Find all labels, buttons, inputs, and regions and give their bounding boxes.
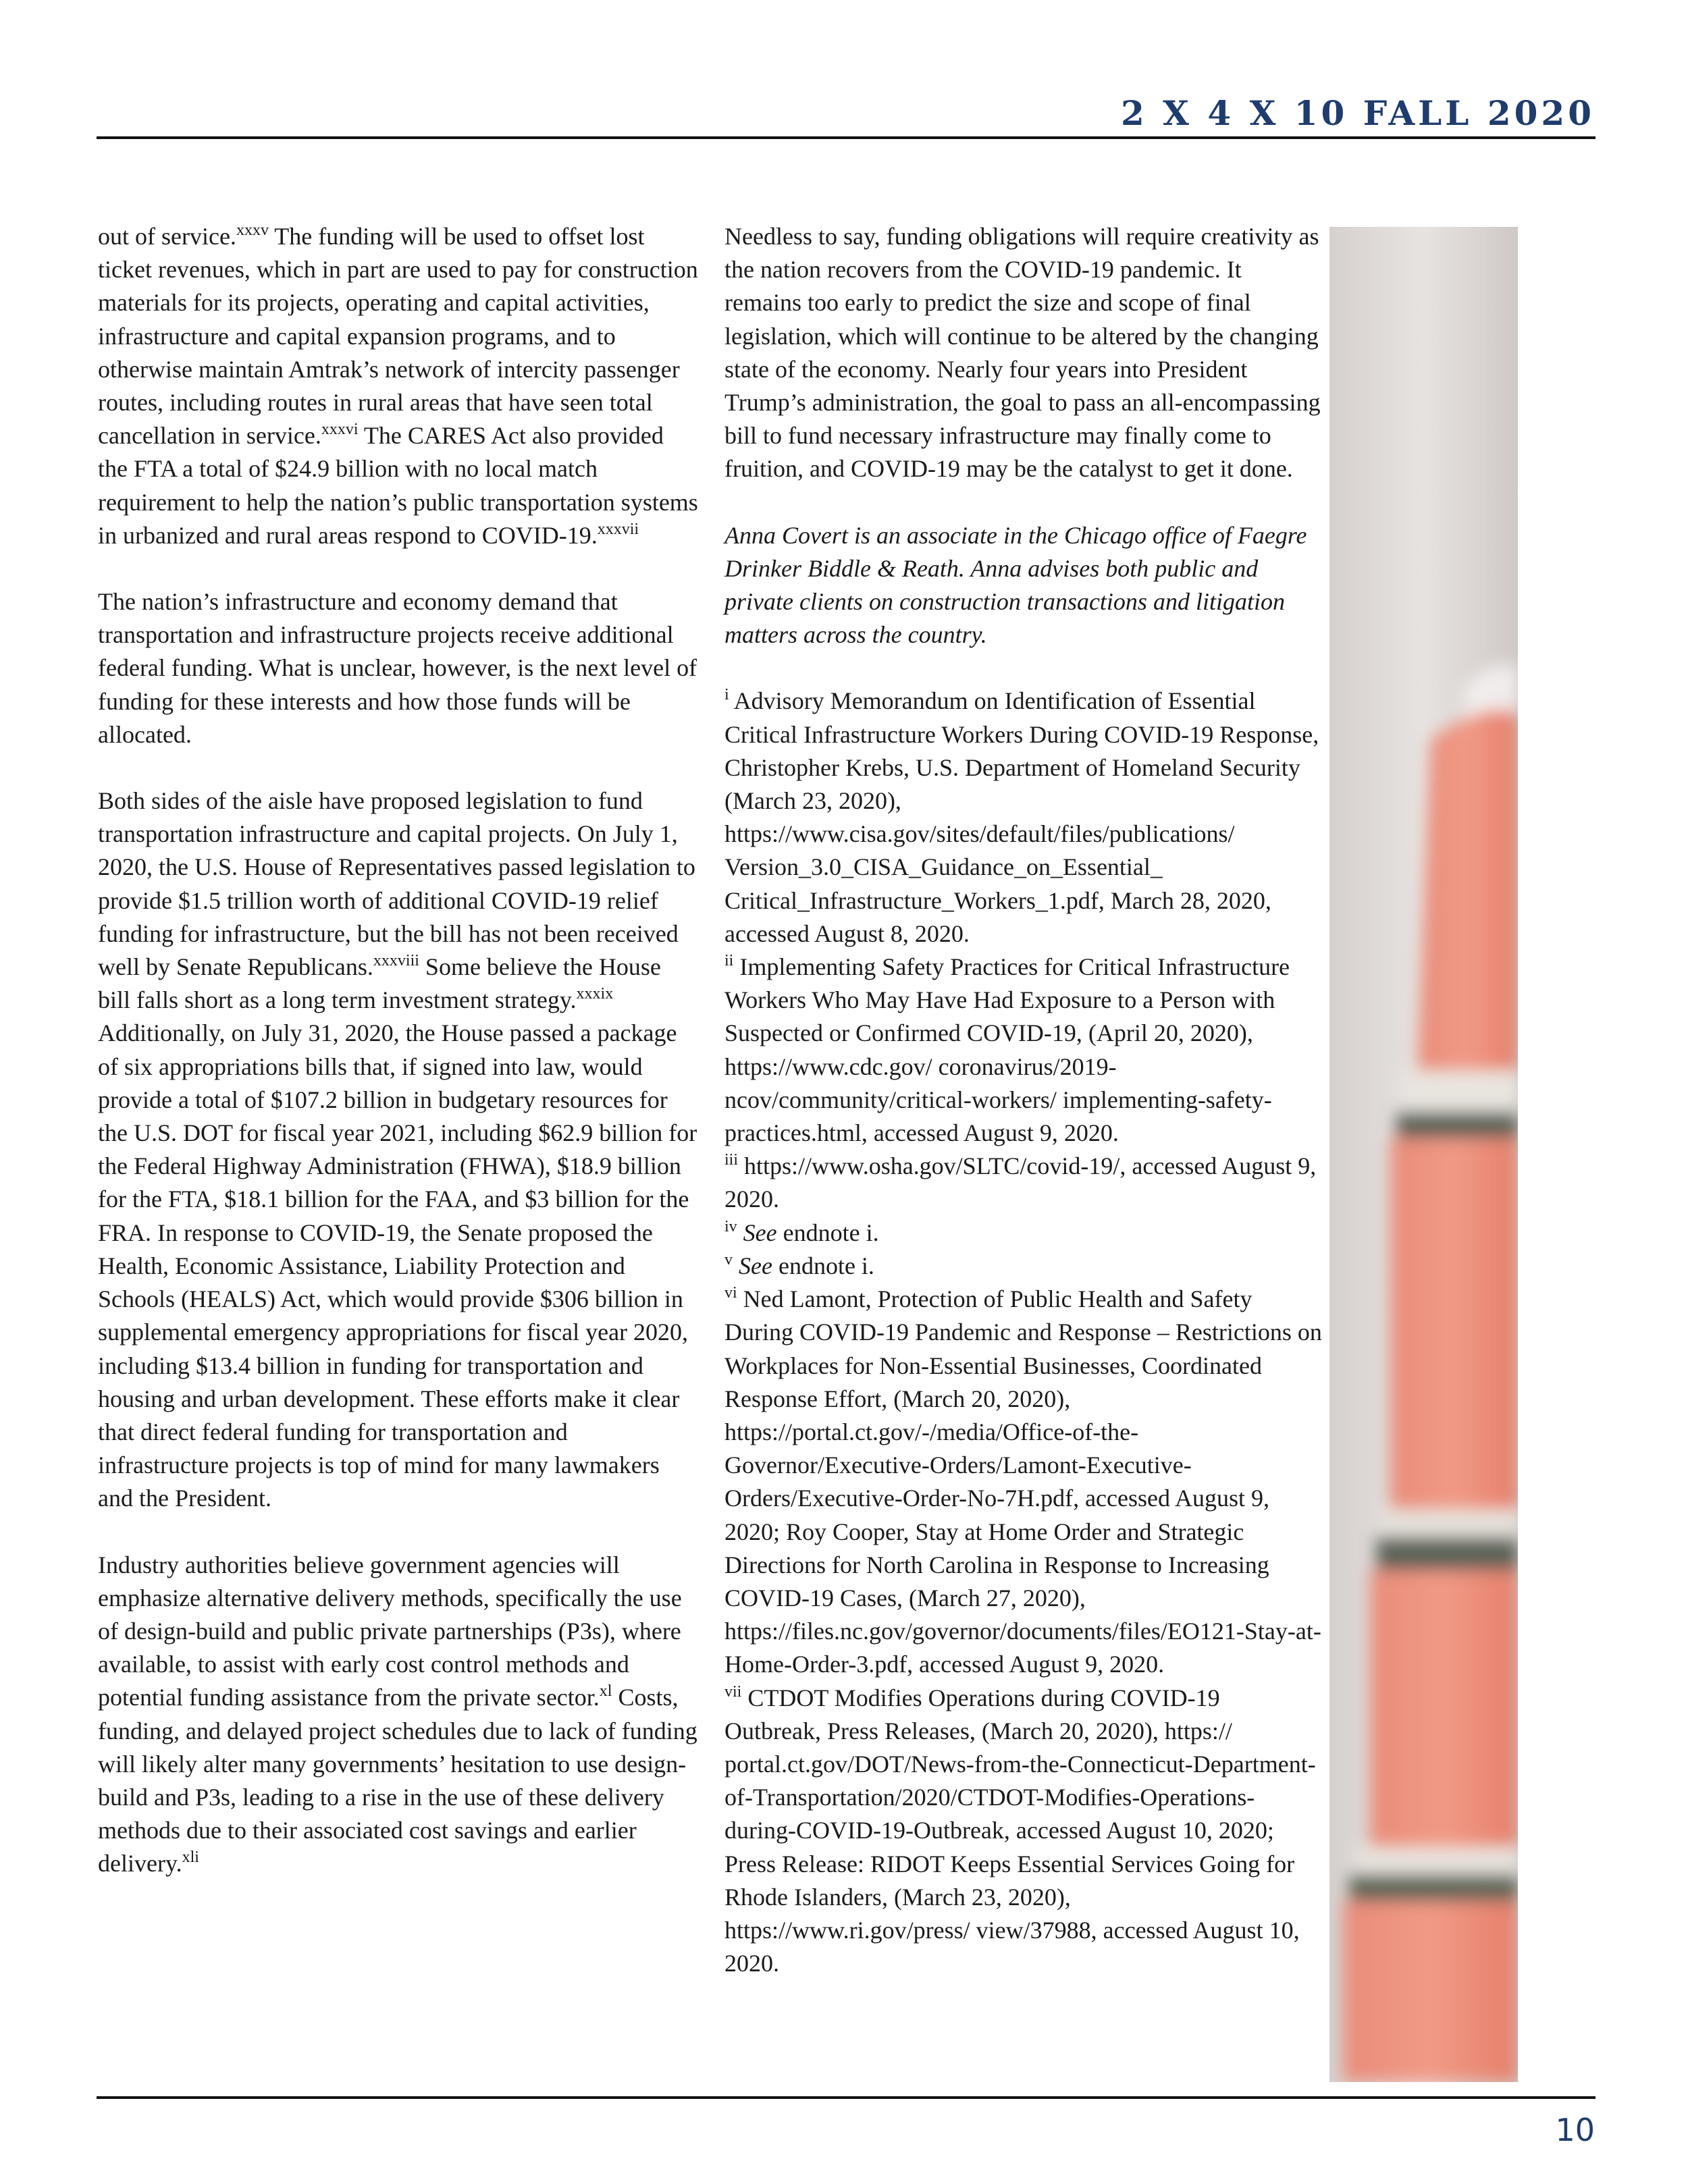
endnote-marker: iii xyxy=(724,1151,739,1169)
article-paragraph xyxy=(98,784,699,1515)
article-paragraph xyxy=(98,585,699,751)
endnote-marker: xxxviii xyxy=(373,952,419,970)
endnote-marker: ii xyxy=(724,952,734,970)
endnote-marker: v xyxy=(724,1250,733,1269)
endnote-marker: vii xyxy=(724,1682,742,1701)
text-run: endnote i. xyxy=(772,1252,874,1279)
author-bio: Anna Covert is an associate in the Chicago office of Faegre Drinker Biddle & Reath. Anna advises both public and private clients on construction transactions and litigation matters across the country. xyxy=(724,521,1307,649)
article-paragraph xyxy=(98,220,699,552)
footer-rule xyxy=(97,2096,1595,2099)
endnote xyxy=(724,1682,1322,1981)
text-run: Implementing Safety Practices for Critical Infrastructure Workers Who May Have Had Exposure to a Person with Suspected or Confirmed COVID-19, (April 20, 2020), https://www.cdc.gov/ coronavirus/2019-ncov/community/critical-workers/ implementing-safety-practices.html, accessed August 9, 2020. xyxy=(724,953,1290,1147)
text-run: Ned Lamont, Protection of Public Health and Safety During COVID-19 Pandemic and Response – Restrictions on Workplaces for Non-Essential Businesses, Coordinated Response Effort, (March 20, 2020), https://portal.ct.gov/-/media/Office-of-the-Governor/Executive-Orders/Lamont-Executive-Orders/Executive-Order-No-7H.pdf, accessed August 9, 2020; Roy Cooper, Stay at Home Order and Strategic Directions for North Carolina in Response to Increasing COVID-19 Cases, (March 27, 2020), https://files.nc.gov/governor/documents/files/EO121-Stay-at-Home-Order-3.pdf, accessed August 9, 2020. xyxy=(724,1285,1322,1678)
italic-text: See xyxy=(733,1252,772,1279)
text-run: The CARES Act also provided the FTA a total of $24.9 billion with no local match requirement to help the nation’s public transportation systems in urbanized and rural areas respond to COVID-19. xyxy=(98,422,698,549)
text-run: Both sides of the aisle have proposed legislation to fund transportation infrastructure and capital projects. On July 1, 2020, the U.S. House of Representatives passed legislation to provide $1.5 trillion worth of additional COVID-19 relief funding for infrastructure, but the bill has not been received well by Senate Republicans. xyxy=(98,787,695,981)
text-run: https://www.osha.gov/SLTC/covid-19/, accessed August 9, 2020. xyxy=(724,1152,1317,1213)
endnote xyxy=(724,1217,1322,1250)
text-run: Costs, funding, and delayed project schedules due to lack of funding will likely alter many governments’ hesitation to use design-build and P3s, leading to a rise in the use of these delivery methods due to their associated cost savings and earlier delivery. xyxy=(98,1684,697,1877)
endnote-marker: i xyxy=(724,686,729,704)
publication-header: 2 X 4 X 10 FALL 2020 xyxy=(1120,93,1595,133)
endnote-marker: vi xyxy=(724,1284,737,1302)
endnote xyxy=(724,1283,1322,1681)
endnote-marker: xl xyxy=(599,1682,612,1701)
closing-paragraph: Needless to say, funding obligations will require creativity as the nation recovers from the COVID-19 pandemic. It remains too early to predict the size and scope of final legislation, which will continue to be altered by the changing state of the economy. Nearly four years into President Trump’s administration, the goal to pass an all-encompassing bill to fund necessary infrastructure may finally come to fruition, and COVID-19 may be the catalyst to get it done. xyxy=(724,223,1321,483)
text-run: CTDOT Modifies Operations during COVID-19 Outbreak, Press Releases, (March 20, 2020), https:// portal.ct.gov/DOT/News-from-the-Connecticut-Department-of-Transportation/2020/CTDOT-Modifies-Operations-during-COVID-19-Outbreak, accessed August 10, 2020; Press Release: RIDOT Keeps Essential Services Going for Rhode Islanders, (March 23, 2020), https://www.ri.gov/press/ view/37988, accessed August 10, 2020. xyxy=(724,1684,1316,1977)
text-run: The funding will be used to offset lost ticket revenues, which in part are used to pay for construction materials for its projects, operating and capital activities, infrastructure and capital expansion programs, and to otherwise maintain Amtrak’s network of intercity passenger routes, including routes in rural areas that have seen total cancellation in service. xyxy=(98,223,698,450)
text-run: The nation’s infrastructure and economy demand that transportation and infrastructure projects receive additional federal funding. What is unclear, however, is the next level of funding for these interests and how those funds will be allocated. xyxy=(98,588,697,748)
left-column xyxy=(98,220,699,1914)
endnote-marker: xxxix xyxy=(576,985,614,1003)
text-run: out of service. xyxy=(98,223,236,250)
endnotes xyxy=(724,685,1322,1980)
text-run: Industry authorities believe government agencies will emphasize alternative delivery methods, specifically the use of design-build and public private partnerships (P3s), where available, to assist with early cost control methods and potential funding assistance from the private sector. xyxy=(98,1551,682,1711)
text-run: Additionally, on July 31, 2020, the House passed a package of six appropriations bills that, if signed into law, would provide a total of $107.2 billion in budgetary resources for the U.S. DOT for fiscal year 2021, including $62.9 billion for the Federal Highway Administration (FHWA), $18.9 billion for the FTA, $18.1 billion for the FAA, and $3 billion for the FRA. In response to COVID-19, the Senate proposed the Health, Economic Assistance, Liability Protection and Schools (HEALS) Act, which would provide $306 billion in supplemental emergency appropriations for fiscal year 2020, including $13.4 billion in funding for transportation and housing and urban development. These efforts make it clear that direct federal funding for transportation and infrastructure projects is top of mind for many lawmakers and the President. xyxy=(98,1019,697,1512)
endnote xyxy=(724,685,1322,951)
endnote-marker: iv xyxy=(724,1217,737,1235)
endnote-marker: xxxv xyxy=(236,221,269,239)
endnote xyxy=(724,1250,1322,1283)
text-run: Advisory Memorandum on Identification of Essential Critical Infrastructure Workers During COVID-19 Response, Christopher Krebs, U.S. Department of Homeland Security (March 23, 2020), https://www.cisa.gov/sites/default/files/publications/ Version_3.0_CISA_Guidance_on_Essential_ Critical_Infrastructure_Workers_1.pdf, March 28, 2020, accessed August 8, 2020. xyxy=(724,687,1319,947)
endnote-marker: xxxvii xyxy=(597,520,639,538)
article-paragraph xyxy=(98,1549,699,1881)
text-run: endnote i. xyxy=(776,1219,879,1246)
brick-wall-photo xyxy=(1329,227,1518,2082)
text-run: Some believe the House bill falls short as a long term investment strategy. xyxy=(98,953,661,1014)
endnote-marker: xxxvi xyxy=(321,421,359,439)
endnote-marker: xli xyxy=(182,1848,199,1867)
middle-column xyxy=(724,220,1322,1980)
italic-text: See xyxy=(737,1219,777,1246)
header-rule xyxy=(97,136,1595,139)
page-number: 10 xyxy=(1555,2112,1595,2148)
endnote xyxy=(724,1150,1322,1216)
endnote xyxy=(724,951,1322,1150)
